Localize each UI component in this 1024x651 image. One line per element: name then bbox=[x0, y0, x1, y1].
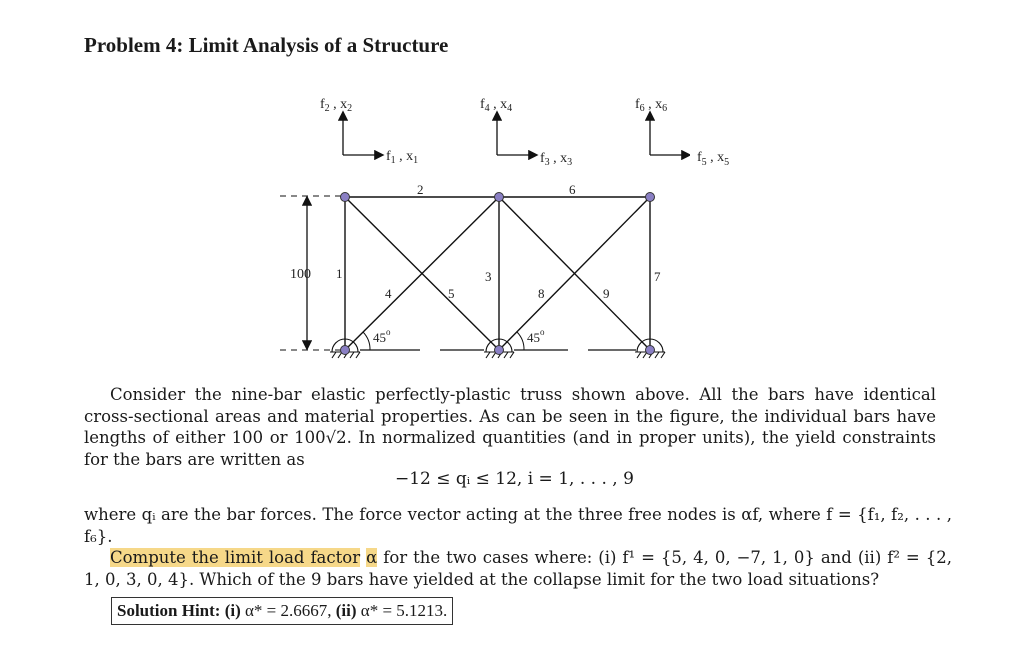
highlighted-alpha: α bbox=[366, 548, 378, 567]
node-1 bbox=[341, 193, 350, 202]
node-3 bbox=[646, 193, 655, 202]
node-2 bbox=[495, 193, 504, 202]
problem-question: where qᵢ are the bar forces. The force vector acting at the three free nodes is αf, where f = {f₁, f₂, . . . , f₆}. Compute the limit load factor α for the two cases where: (i) f¹ = {5, 4, 0, −7, 1, 0} and (ii) f² = {2, 1, 0, 3, 0, 4}. Which of the 9 bars have yielded at the collapse limit for the two load situations? bbox=[84, 505, 952, 589]
bar-label-9: 9 bbox=[603, 286, 610, 301]
problem-description: Consider the nine-bar elastic perfectly-plastic truss shown above. All the bars have identical cross-sectional areas and material properties. As can be seen in the figure, the individual bars have lengths of either 100 or 100√2. In normalized quantities (and in proper units), the yield constraints for the bars are written as bbox=[84, 385, 936, 469]
node-support-2 bbox=[495, 346, 504, 355]
yield-constraint-equation: −12 ≤ qᵢ ≤ 12, i = 1, . . . , 9 bbox=[395, 469, 634, 489]
dimension-label: 100 bbox=[290, 267, 311, 282]
force-label-f2: $f_2$ , $x_2$ bbox=[320, 97, 353, 114]
page-title: Problem 4: Limit Analysis of a Structure bbox=[84, 33, 449, 57]
angle-label-middle: 45$^o$ bbox=[527, 327, 545, 345]
angle-label-left: 45$^o$ bbox=[373, 327, 391, 345]
node-support-1 bbox=[341, 346, 350, 355]
truss-bars bbox=[345, 197, 650, 350]
force-label-f3: $f_3$ , $x_3$ bbox=[540, 151, 573, 168]
hint-label: Solution Hint: bbox=[117, 601, 221, 620]
force-label-f6: $f_6$ , $x_6$ bbox=[635, 97, 668, 114]
solution-hint-box: Solution Hint: (i) α* = 2.6667, (ii) α* = 5.1213. bbox=[111, 597, 453, 625]
bar-label-5: 5 bbox=[448, 286, 455, 301]
bar-label-8: 8 bbox=[538, 286, 545, 301]
node-support-3 bbox=[646, 346, 655, 355]
force-label-f4: $f_4$ , $x_4$ bbox=[480, 97, 513, 114]
force-label-f5: $f_5$ , $x_5$ bbox=[697, 150, 730, 168]
bar-label-2: 2 bbox=[417, 182, 424, 197]
highlighted-task: Compute the limit load factor bbox=[110, 548, 361, 567]
bar-label-7: 7 bbox=[654, 269, 661, 284]
force-label-f1: $f_1$ , $x_1$ bbox=[386, 149, 419, 166]
bar-label-4: 4 bbox=[385, 286, 392, 301]
bar-label-1: 1 bbox=[336, 266, 343, 281]
bar-label-3: 3 bbox=[485, 269, 492, 284]
bar-label-6: 6 bbox=[569, 182, 576, 197]
truss-figure bbox=[270, 88, 690, 368]
